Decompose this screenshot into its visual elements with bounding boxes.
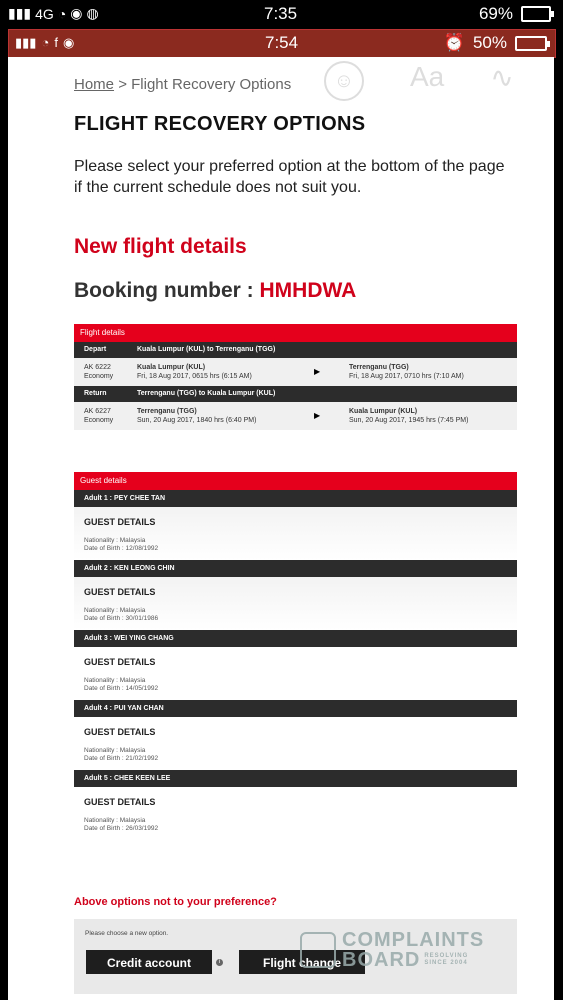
return-to-place: Kuala Lumpur (KUL) [349,408,418,415]
guest-details-table [74,472,517,840]
guest-nationality: Nationality : Malaysia [84,747,146,754]
watermark-tagline-a: RESOLVING [424,953,469,959]
return-route: Terrenganu (TGG) to Kuala Lumpur (KUL) [137,390,276,397]
watermark-tagline-b: SINCE 2004 [424,960,468,966]
signal-icon: ▮▮▮ [8,5,32,21]
return-flight-no: AK 6227 [84,408,111,415]
guest-nationality: Nationality : Malaysia [84,607,146,614]
depart-cabin: Economy [84,373,114,380]
outer-clock: 7:35 [264,4,298,23]
return-from-place: Terrenganu (TGG) [137,408,197,415]
guest-section-title: GUEST DETAILS [84,517,156,527]
guest-block [74,560,517,630]
inner-status-bar [8,29,556,58]
guest-body [74,647,517,700]
scribble-icon[interactable]: ∿ [490,62,514,93]
signal-icon: ▮▮▮ [15,35,37,50]
depart-to-place: Terrenganu (TGG) [349,364,409,371]
network-label: 4G [35,5,54,22]
watermark-line1: COMPLAINTS [342,929,485,951]
arrow-right-icon: ▶ [314,367,321,376]
battery-icon [521,6,551,22]
guest-info [84,747,158,763]
whatsapp-icon: ◉ [70,5,83,21]
guest-info [84,537,158,553]
guest-block [74,770,517,840]
watermark-line2 [342,950,484,970]
guest-dob: Date of Birth : 14/05/1992 [84,685,159,692]
return-flight-row [74,402,517,430]
return-to-time: Sun, 20 Aug 2017, 1945 hrs (7:45 PM) [349,417,469,424]
return-label: Return [84,390,107,397]
inner-status-icons [15,35,74,51]
breadcrumb-current: Flight Recovery Options [131,76,292,93]
guest-label: Adult 3 : WEI YING CHANG [74,630,517,647]
guest-dob: Date of Birth : 26/03/1992 [84,825,159,832]
guest-dob: Date of Birth : 21/02/1992 [84,755,159,762]
arrow-right-icon: ▶ [314,411,321,420]
info-icon[interactable]: i [216,959,223,966]
guest-nationality: Nationality : Malaysia [84,817,146,824]
outer-battery-percent: 69% [478,4,513,23]
battery-icon [515,36,547,51]
depart-label: Depart [84,346,107,353]
return-row-header [74,386,517,402]
watermark-board: BOARD [342,949,421,971]
outer-status-bar [0,0,563,28]
wifi-icon: ◔ [57,5,67,22]
guest-block [74,700,517,770]
smiley-icon[interactable]: ☺ [324,61,364,101]
booking-label: Booking number : [74,279,254,302]
watermark [300,930,484,970]
depart-row-header [74,342,517,358]
depart-route: Kuala Lumpur (KUL) to Terrenganu (TGG) [137,346,276,353]
whatsapp-icon: ◉ [62,35,75,50]
guest-nationality: Nationality : Malaysia [84,677,146,684]
options-prompt: Please choose a new option. [85,930,169,937]
guest-body [74,577,517,630]
outer-status-icons [8,5,99,22]
depart-flight-row [74,358,517,386]
breadcrumb-home-link[interactable]: Home [74,76,115,93]
guest-block [74,490,517,560]
guest-section-title: GUEST DETAILS [84,797,156,807]
guest-info [84,817,158,833]
credit-account-button[interactable]: Credit account [86,950,212,974]
guest-section-title: GUEST DETAILS [84,657,156,667]
options-heading: Above options not to your preference? [74,896,277,908]
guest-dob: Date of Birth : 12/08/1992 [84,545,159,552]
messenger-icon: ◍ [86,5,99,21]
guest-body [74,507,517,560]
guest-label: Adult 1 : PEY CHEE TAN [74,490,517,507]
guest-dob: Date of Birth : 30/01/1986 [84,615,159,622]
guest-section-title: GUEST DETAILS [84,587,156,597]
guest-body [74,717,517,770]
web-page [8,57,554,1000]
guest-block [74,630,517,700]
depart-from-place: Kuala Lumpur (KUL) [137,364,206,371]
return-from-time: Sun, 20 Aug 2017, 1840 hrs (6:40 PM) [137,417,257,424]
floating-toolbar [324,61,514,101]
breadcrumb [74,76,291,93]
guest-label: Adult 5 : CHEE KEEN LEE [74,770,517,787]
guest-label: Adult 4 : PUI YAN CHAN [74,700,517,717]
guest-body [74,787,517,840]
depart-flight-no: AK 6222 [84,364,111,371]
guest-section-title: GUEST DETAILS [84,727,156,737]
inner-clock: 7:54 [265,33,299,52]
watermark-logo-icon [300,932,336,968]
guest-label: Adult 2 : KEN LEONG CHIN [74,560,517,577]
guest-details-header: Guest details [74,472,517,490]
guest-info [84,677,158,693]
new-flight-heading: New flight details [74,235,247,258]
watermark-tagline [424,953,468,967]
return-cabin: Economy [84,417,114,424]
flight-details-table [74,324,517,430]
guest-nationality: Nationality : Malaysia [84,537,146,544]
booking-code: HMHDWA [259,279,357,302]
guest-info [84,607,158,623]
font-size-icon[interactable]: Aa [410,61,445,92]
page-title: FLIGHT RECOVERY OPTIONS [74,113,366,135]
breadcrumb-separator: > [118,76,127,93]
depart-from-time: Fri, 18 Aug 2017, 0615 hrs (6:15 AM) [137,373,252,380]
intro-text: Please select your preferred option at the bottom of the page if the current schedule does not suit you. [74,158,505,196]
wifi-icon: ◔ [41,35,50,50]
inner-battery-percent: 50% [472,33,507,52]
depart-to-time: Fri, 18 Aug 2017, 0710 hrs (7:10 AM) [349,373,464,380]
flight-change-button[interactable]: Flight change [239,950,365,974]
booking-number [74,279,356,303]
flight-details-header: Flight details [74,324,517,342]
alarm-icon: ⏰ [443,33,465,52]
facebook-icon: f [54,35,58,50]
